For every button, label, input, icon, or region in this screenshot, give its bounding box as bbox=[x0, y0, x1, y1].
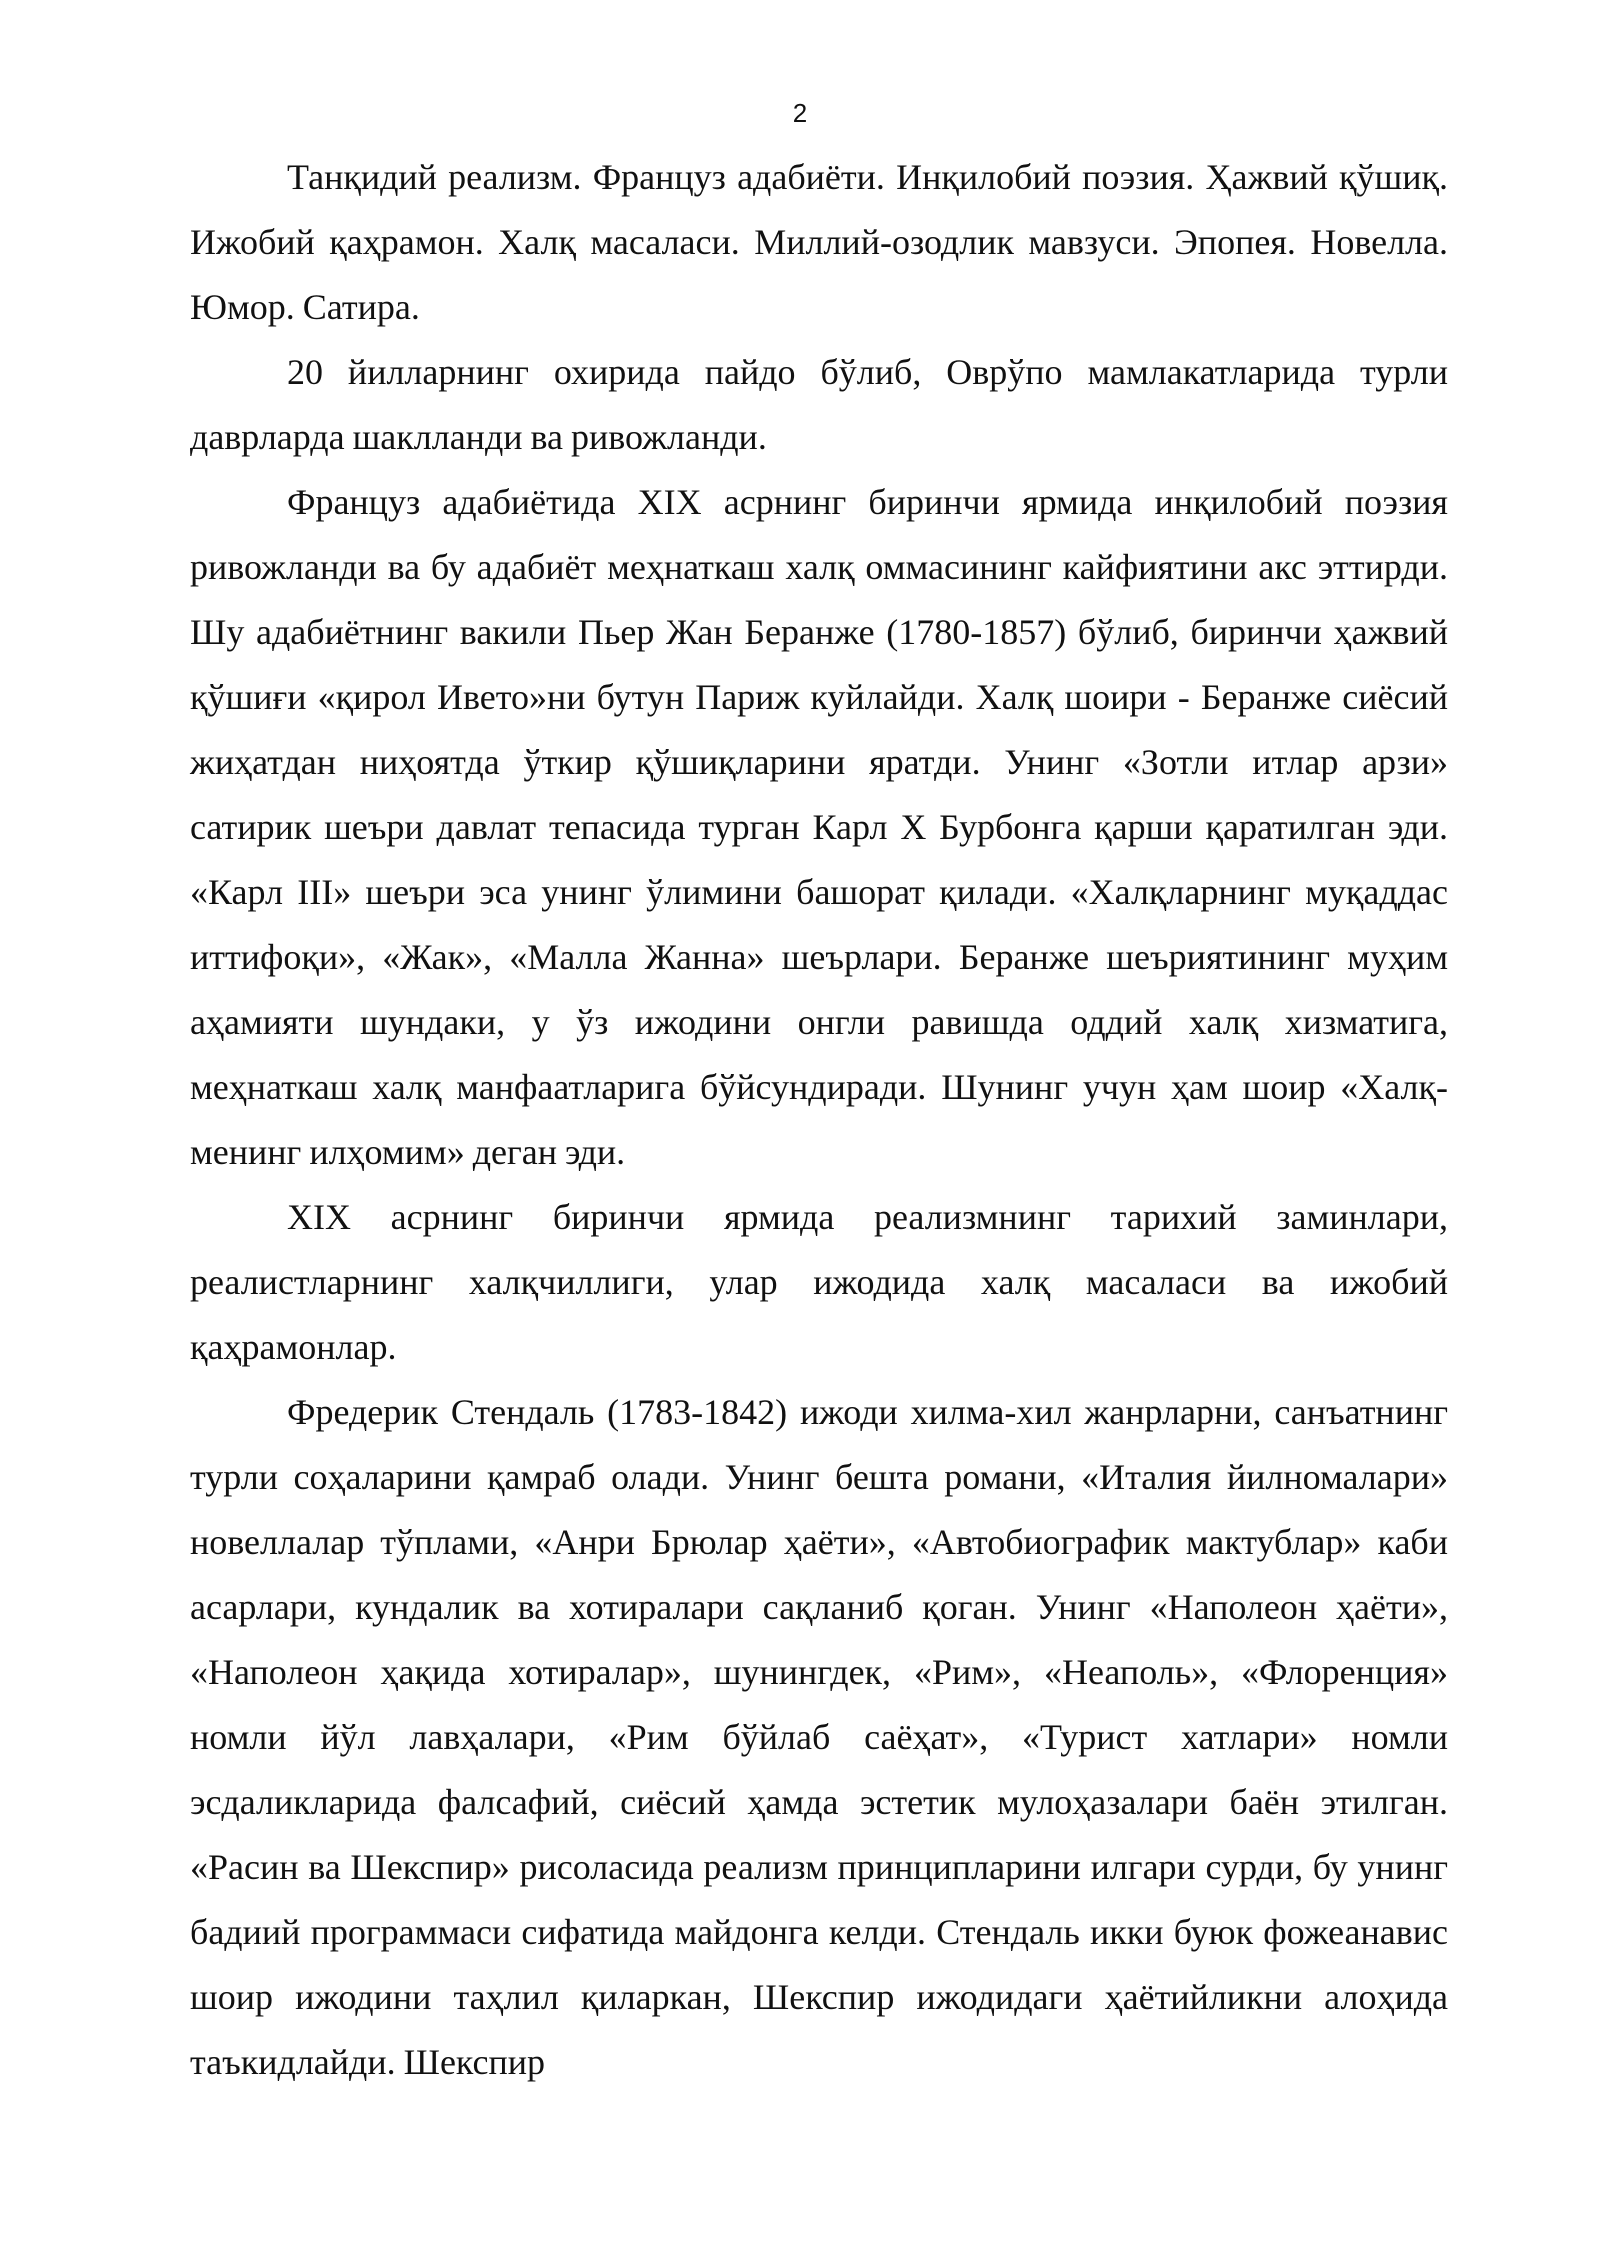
paragraph-beranger: Француз адабиётида XIX асрнинг биринчи ярмида инқилобий поэзия ривожланди ва бу адабиёт меҳнаткаш халқ оммасининг кайфиятини акс эттирди. Шу адабиётнинг вакили Пьер Жан Беранже (1780-1857) бўлиб, биринчи ҳажвий қўшиғи «қирол Ивето»ни бутун Париж куйлайди. Халқ шоири - Беранже сиёсий жиҳатдан ниҳоятда ўткир қўшиқларини яратди. Унинг «Зотли итлар арзи» сатирик шеъри давлат тепасида турган Карл X Бурбонга қарши қаратилган эди. «Карл III» шеъри эса унинг ўлимини башорат қилади. «Халқларнинг муқаддас иттифоқи», «Жак», «Малла Жанна» шеърлари. Беранже шеъриятининг муҳим аҳамияти шундаки, у ўз ижодини онгли равишда оддий халқ хизматига, меҳнаткаш халқ манфаатларига бўйсундиради. Шунинг учун ҳам шоир «Халқ-менинг илҳомим» деган эди. bbox=[190, 482, 1448, 1172]
page-number: 2 bbox=[792, 98, 808, 128]
paragraph-realism: XIX асрнинг биринчи ярмида реализмнинг тарихий заминлари, реалистларнинг халқчиллиги, улар ижодида халқ масаласи ва ижобий қаҳрамонлар. bbox=[190, 1197, 1448, 1367]
paragraph-intro: 20 йилларнинг охирида пайдо бўлиб, Оврўпо мамлакатларида турли даврларда шаклланди ва ривожланди. bbox=[190, 352, 1448, 457]
document-body bbox=[190, 145, 1448, 2095]
paragraph-topics: Танқидий реализм. Француз адабиёти. Инқилобий поэзия. Ҳажвий қўшиқ. Ижобий қаҳрамон. Халқ масаласи. Миллий-озодлик мавзуси. Эпопея. Новелла. Юмор. Сатира. bbox=[190, 157, 1448, 327]
paragraph-stendhal: Фредерик Стендаль (1783-1842) ижоди хилма-хил жанрларни, санъатнинг турли соҳаларини қамраб олади. Унинг бешта романи, «Италия йилномалари» новеллалар тўплами, «Анри Брюлар ҳаёти», «Автобиографик мактублар» каби асарлари, кундалик ва хотиралари сақланиб қоган. Унинг «Наполеон ҳаёти», «Наполеон ҳақида хотиралар», шунингдек, «Рим», «Неаполь», «Флоренция» номли йўл лавҳалари, «Рим бўйлаб саёҳат», «Турист хатлари» номли эсдаликларида фалсафий, сиёсий ҳамда эстетик мулоҳазалари баён этилган. «Расин ва Шекспир» рисоласида реализм принципларини илгари сурди, бу унинг бадиий программаси сифатида майдонга келди. Стендаль икки буюк фожеанавис шоир ижодини таҳлил қиларкан, Шекспир ижодидаги ҳаётийликни алоҳида таъкидлайди. Шекспир bbox=[190, 1392, 1448, 2082]
